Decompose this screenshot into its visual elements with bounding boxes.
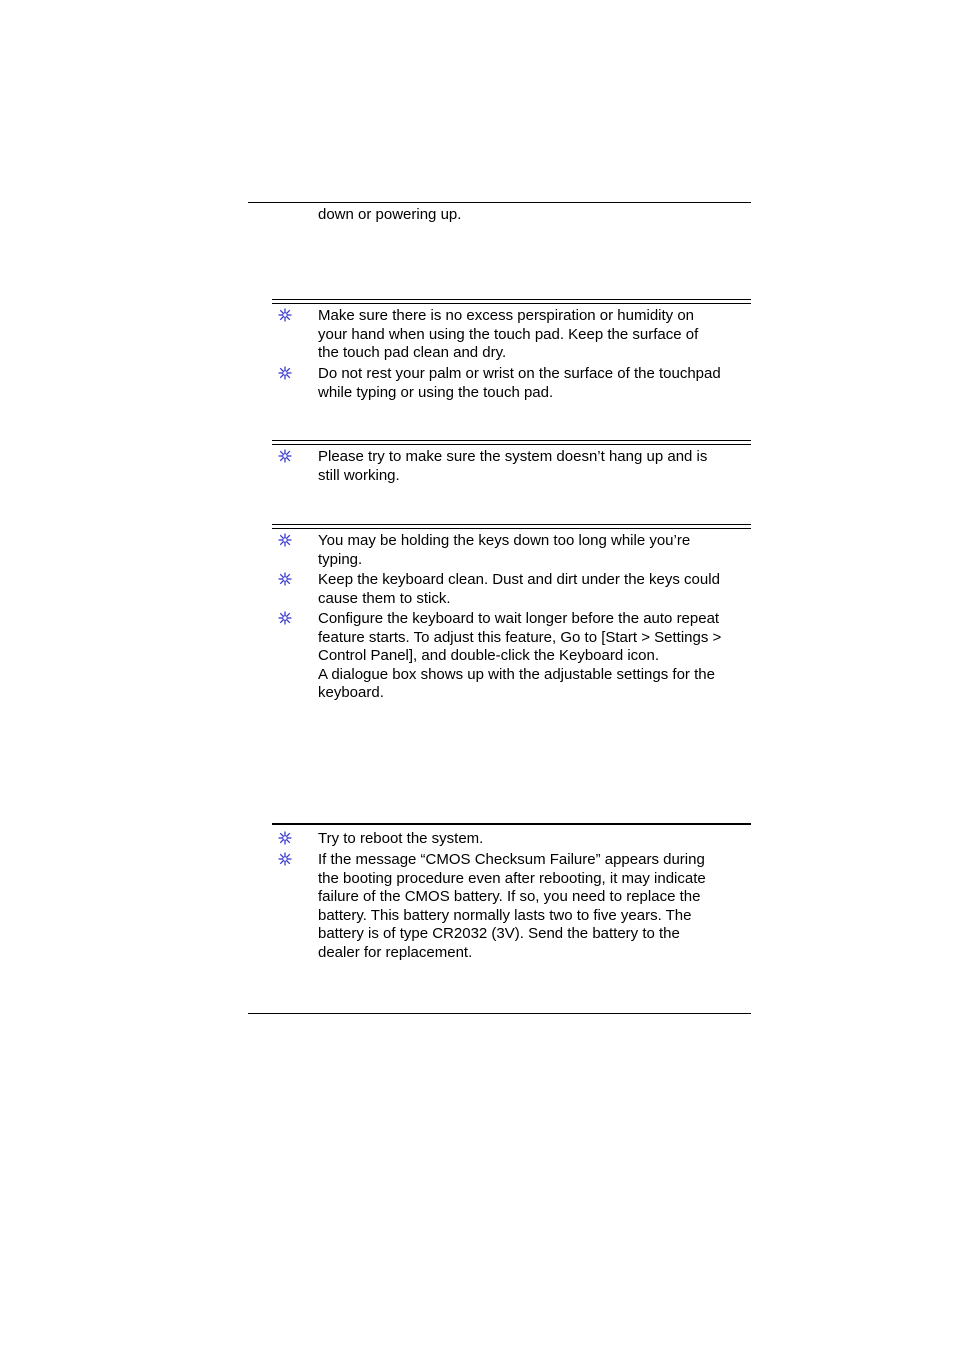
asterisk-star-icon [278,611,292,625]
section-rule-system [272,440,751,445]
bottom-rule [248,1013,751,1014]
list-item-text: Do not rest your palm or wrist on the surface of the touchpad while typing or using the touch pad. [318,365,721,401]
section-rule-keyboard [272,524,751,529]
list-item-text: Try to reboot the system. [318,830,484,847]
list-item-text: Keep the keyboard clean. Dust and dirt under the keys could cause them to stick. [318,571,720,607]
asterisk-star-icon [278,831,292,845]
list-item-text: You may be holding the keys down too long while you’re typing. [318,532,691,568]
list-item-text: If the message “CMOS Checksum Failure” appears during the booting procedure even after rebooting, it may indicate failure of the CMOS battery. If so, you need to replace the battery. This battery normally lasts two to five years. The battery is of type CR2032 (3V). Send the battery to the dealer for replacement. [318,851,706,961]
top-rule [248,202,751,203]
list-item-text: Configure the keyboard to wait longer before the auto repeat feature starts. To adjust this feature, Go to [Start > Settings > Control Panel], and double-click the Keyboard icon. A dialogue box shows up with the adjustable settings for the keyboard. [318,610,722,701]
asterisk-star-icon [278,852,292,866]
asterisk-star-icon [278,308,292,322]
asterisk-star-icon [278,366,292,380]
continuation-text: down or powering up. [318,206,462,223]
asterisk-star-icon [278,449,292,463]
section-rule-cmos [272,823,751,825]
asterisk-star-icon [278,572,292,586]
list-item-text: Please try to make sure the system doesn’t hang up and is still working. [318,448,708,484]
asterisk-star-icon [278,533,292,547]
list-item-text: Make sure there is no excess perspiration or humidity on your hand when using the touch pad. Keep the surface of the touch pad clean and dry. [318,307,699,361]
section-rule-touchpad [272,299,751,304]
